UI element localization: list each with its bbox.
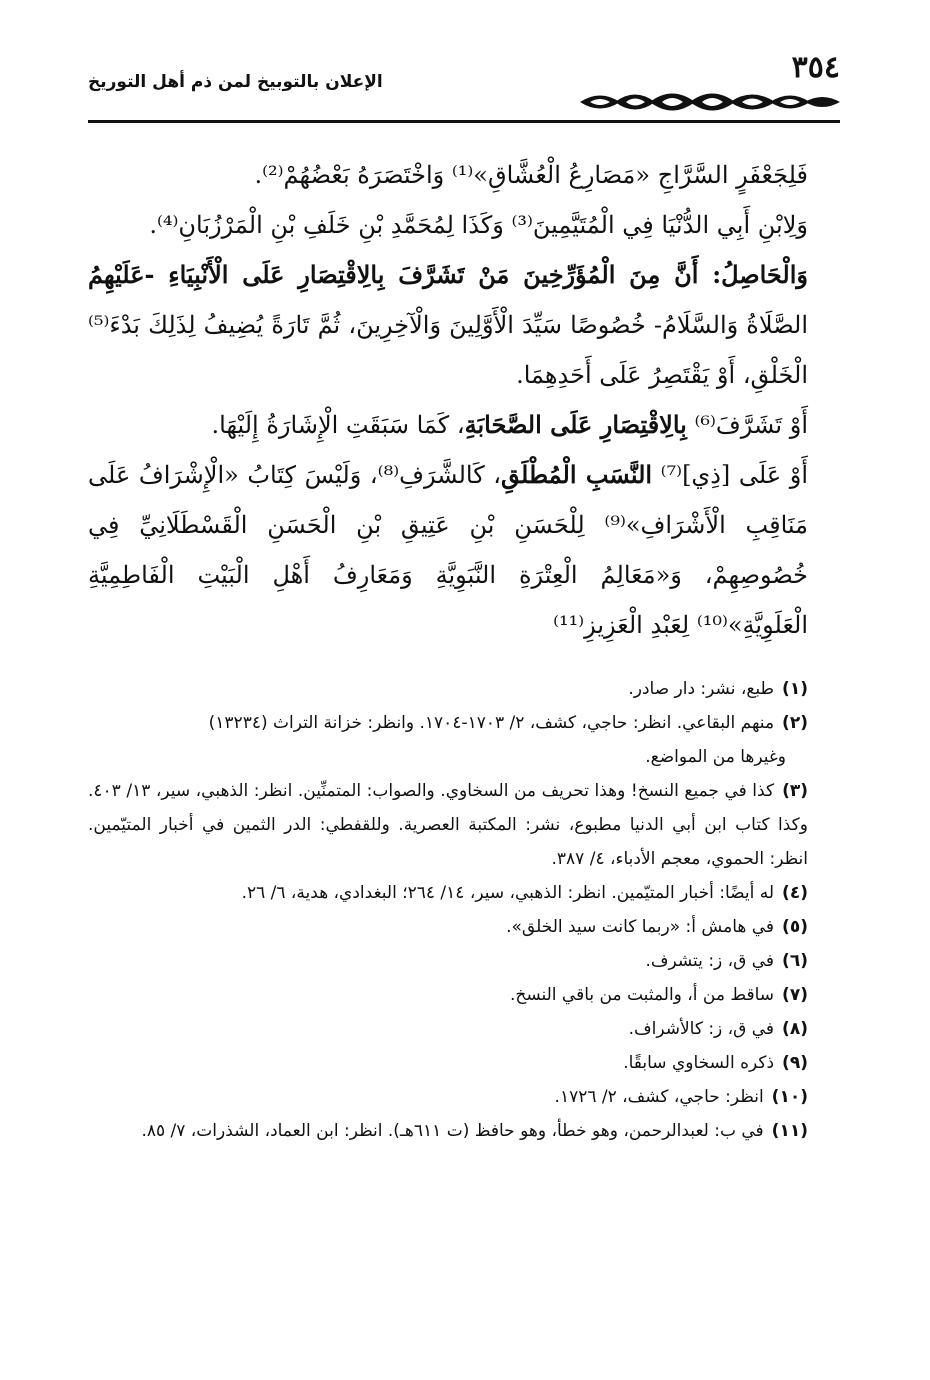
footnote-text: في هامش أ: «ربما كانت سيد الخلق». (506, 917, 775, 937)
header-divider (88, 120, 840, 123)
paragraph-5-bold: النَّسَبِ الْمُطْلَقِ (501, 460, 653, 489)
footnote-2-continued: وغيرها من المواضع. (645, 747, 786, 767)
footnote-7 (88, 978, 840, 1012)
footnote-text: ساقط من أ، والمثبت من باقي النسخ. (509, 985, 775, 1005)
footnote-9 (88, 1046, 840, 1080)
paragraph-5-start: أَوْ عَلَى [ذِي]⁽⁷⁾ (652, 461, 808, 489)
paragraph-4-start: أَوْ تَشَرَّفَ⁽⁶⁾ (686, 411, 808, 439)
footnote-text: في ق، ز: يتشرف. (645, 951, 775, 971)
footnote-text: ذكره السخاوي سابقًا. (623, 1053, 775, 1073)
page-number: ٣٥٤ (791, 50, 840, 85)
footnotes (88, 672, 840, 1148)
footnote-number: (٩) (782, 1053, 808, 1073)
footnote-number: (٨) (782, 1019, 808, 1039)
paragraph-4-end: ، كَمَا سَبَقَتِ الْإِشَارَةُ إِلَيْهَا. (211, 411, 465, 439)
paragraph-3 (88, 250, 840, 400)
paragraph-3-rest: الصَّلَاةُ وَالسَّلَامُ- خُصُوصًا سَيِّدَ الْأَوَّلِينَ وَالْآخِرِينَ، ثُمَّ تَارَةً يُضِيفُ لِذَلِكَ بَدْءَ⁽⁵⁾ الْخَلْقِ، أَوْ يَقْتَصِرُ عَلَى أَحَدِهِمَا. (88, 311, 808, 389)
paragraph-5 (88, 450, 840, 650)
footnote-number: (٤) (782, 883, 808, 903)
paragraph-4 (88, 400, 840, 450)
book-title: الإعلان بالتوبيخ لمن ذم أهل التوريخ (88, 72, 383, 92)
footnote-text: انظر: حاجي، كشف، ٢/ ١٧٢٦. (554, 1087, 764, 1107)
footnote-text: كذا في جميع النسخ! وهذا تحريف من السخاوي. والصواب: المتمنِّين. انظر: الذهبي، سير، ١٣/ ٤٠٣. وكذا كتاب ابن أبي الدنيا مطبوع، نشر: المكتبة العصرية. وللقفطي: الدر الثمين في أخبار المتيّمين. انظر: الحموي، معجم الأدباء، ٤/ ٣٨٧. (88, 781, 808, 869)
paragraph-1: فَلِجَعْفَرٍ السَّرَّاجِ «مَصَارِعُ الْعُشَّاقِ»⁽¹⁾ وَاخْتَصَرَهُ بَعْضُهُمْ⁽²⁾. (254, 161, 808, 189)
footnote-number: (٦) (782, 951, 808, 971)
footnote-number: (٥) (782, 917, 808, 937)
paragraph-5-end: ، كَالشَّرَفِ⁽⁸⁾، وَلَيْسَ كِتَابُ «الْإِشْرَافُ عَلَى مَنَاقِبِ الْأَشْرَافِ»⁽⁹⁾ لِلْحَسَنِ بْنِ عَتِيقِ بْنِ الْحَسَنِ الْقَسْطَلَانِيِّ فِي خُصُوصِهِمْ، وَ«مَعَالِمُ الْعِتْرَةِ النَّبَوِيَّةِ وَمَعَارِفُ أَهْلِ الْبَيْتِ الْفَاطِمِيَّةِ الْعَلَوِيَّةِ»⁽¹⁰⁾ لِعَبْدِ الْعَزِيزِ⁽¹¹⁾ (88, 461, 808, 639)
footnote-number: (١٠) (771, 1087, 808, 1107)
footnote-number: (١١) (771, 1121, 808, 1141)
footnote-text: في ب: لعبدالرحمن، وهو خطأ، وهو حافظ (ت ٦١١هـ). انظر: ابن العماد، الشذرات، ٧/ ٨٥. (141, 1121, 764, 1141)
footnote-10 (88, 1080, 840, 1114)
footnote-5 (88, 910, 840, 944)
footnote-number: (٧) (782, 985, 808, 1005)
footnote-text: طبع، نشر: دار صادر. (628, 679, 775, 699)
footnote-11 (88, 1114, 840, 1148)
footnote-1 (88, 672, 840, 706)
footnote-number: (٣) (782, 781, 809, 801)
ornament-icon (580, 87, 840, 117)
footnote-2 (88, 706, 840, 740)
paragraph-2: وَلِابْنِ أَبِي الدُّنْيَا فِي الْمُتَيَّمِينَ⁽³⁾ وَكَذَا لِمُحَمَّدِ بْنِ خَلَفِ بْنِ الْمَرْزُبَانِ⁽⁴⁾. (149, 211, 808, 239)
page (88, 42, 840, 1342)
footnote-text: منهم البقاعي. انظر: حاجي، كشف، ٢/ ١٧٠٣-١٧٠٤. وانظر: خزانة التراث (١٣٢٣٤) (208, 713, 775, 733)
footnote-6 (88, 944, 840, 978)
footnote-8 (88, 1012, 840, 1046)
footnote-number: (١) (782, 679, 808, 699)
footnote-text: في ق، ز: كالأشراف. (628, 1019, 775, 1039)
paragraph-4-bold: بِالِاقْتِصَارِ عَلَى الصَّحَابَةِ (464, 410, 687, 439)
paragraph-3-bold: وَالْحَاصِلُ: أَنَّ مِنَ الْمُؤَرِّخِينَ مَنْ تَشَرَّفَ بِالِاقْتِصَارِ عَلَى الْأَنْبِيَاءِ -عَلَيْهِمُ (88, 260, 808, 289)
footnote-3 (88, 774, 840, 876)
page-header (88, 42, 840, 132)
main-text (88, 150, 840, 650)
footnote-number: (٢) (782, 713, 808, 733)
footnote-4 (88, 876, 840, 910)
footnote-text: له أيضًا: أخبار المتيّمين. انظر: الذهبي، سير، ١٤/ ٢٦٤؛ البغدادي، هدية، ٦/ ٢٦. (241, 883, 775, 903)
